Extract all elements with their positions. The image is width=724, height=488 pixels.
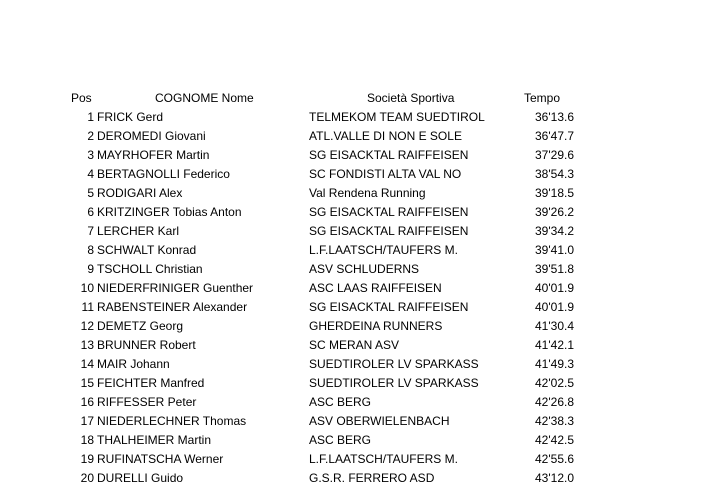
name-cell: RIFFESSER Peter [97,395,197,409]
table-row [0,355,724,374]
pos-cell: 17 [80,414,94,428]
time-cell: 42'26.8 [535,395,574,409]
pos-cell: 9 [87,262,94,276]
table-row [0,431,724,450]
name-cell: FEICHTER Manfred [97,376,205,390]
pos-cell: 2 [87,129,94,143]
time-cell: 41'30.4 [535,319,574,333]
time-cell: 38'54.3 [535,167,574,181]
pos-cell: 7 [87,224,94,238]
table-row [0,260,724,279]
results-table [0,88,724,488]
club-cell: SUEDTIROLER LV SPARKASS [309,357,479,371]
time-cell: 36'13.6 [535,110,574,124]
pos-cell: 18 [80,433,94,447]
table-row [0,184,724,203]
table-row [0,469,724,488]
club-cell: ASV OBERWIELENBACH [309,414,450,428]
pos-cell: 12 [80,319,94,333]
name-cell: NIEDERLECHNER Thomas [97,414,247,428]
table-row [0,108,724,127]
time-cell: 41'42.1 [535,338,574,352]
name-cell: DEROMEDI Giovani [97,129,206,143]
table-row [0,374,724,393]
pos-cell: 8 [87,243,94,257]
table-row [0,412,724,431]
time-cell: 37'29.6 [535,148,574,162]
name-cell: SCHWALT Konrad [97,243,197,257]
table-row [0,450,724,469]
club-cell: ASC BERG [309,395,372,409]
time-cell: 43'12.0 [535,471,574,485]
name-cell: TSCHOLL Christian [97,262,203,276]
club-cell: SG EISACKTAL RAIFFEISEN [309,148,469,162]
header-time: Tempo [524,91,561,105]
name-cell: RODIGARI Alex [97,186,183,200]
table-row [0,336,724,355]
time-cell: 39'51.8 [535,262,574,276]
club-cell: L.F.LAATSCH/TAUFERS M. [309,452,458,466]
name-cell: DURELLI Guido [97,471,184,485]
name-cell: RABENSTEINER Alexander [97,300,248,314]
club-cell: Val Rendena Running [309,186,426,200]
club-cell: SUEDTIROLER LV SPARKASS [309,376,479,390]
table-body [0,108,724,488]
header-pos: Pos [71,91,92,105]
club-cell: ATL.VALLE DI NON E SOLE [309,129,462,143]
name-cell: MAYRHOFER Martin [97,148,210,162]
pos-cell: 3 [87,148,94,162]
club-cell: SG EISACKTAL RAIFFEISEN [309,224,469,238]
club-cell: ASV SCHLUDERNS [309,262,420,276]
header-club: Società Sportiva [367,91,455,105]
name-cell: BRUNNER Robert [97,338,196,352]
club-cell: L.F.LAATSCH/TAUFERS M. [309,243,458,257]
pos-cell: 10 [80,281,94,295]
time-cell: 39'26.2 [535,205,574,219]
pos-cell: 13 [80,338,94,352]
header-name: COGNOME Nome [155,91,254,105]
pos-cell: 19 [80,452,94,466]
table-row [0,203,724,222]
pos-cell: 5 [87,186,94,200]
name-cell: BERTAGNOLLI Federico [97,167,230,181]
pos-cell: 14 [80,357,94,371]
club-cell: G.S.R. FERRERO ASD [309,471,435,485]
table-row [0,279,724,298]
pos-cell: 16 [80,395,94,409]
time-cell: 36'47.7 [535,129,574,143]
time-cell: 39'34.2 [535,224,574,238]
club-cell: SC FONDISTI ALTA VAL NO [309,167,462,181]
pos-cell: 1 [87,110,94,124]
pos-cell: 15 [80,376,94,390]
pos-cell: 11 [81,300,94,314]
pos-cell: 4 [87,167,94,181]
club-cell: ASC BERG [309,433,372,447]
name-cell: DEMETZ Georg [97,319,184,333]
header-row [0,88,724,108]
time-cell: 39'18.5 [535,186,574,200]
table-row [0,393,724,412]
name-cell: LERCHER Karl [97,224,180,238]
pos-cell: 6 [87,205,94,219]
table-row [0,146,724,165]
time-cell: 42'02.5 [535,376,574,390]
name-cell: THALHEIMER Martin [97,433,212,447]
time-cell: 40'01.9 [535,281,574,295]
name-cell: FRICK Gerd [97,110,164,124]
club-cell: SC MERAN ASV [309,338,400,352]
name-cell: RUFINATSCHA Werner [97,452,224,466]
time-cell: 42'38.3 [535,414,574,428]
name-cell: NIEDERFRINIGER Guenther [97,281,254,295]
club-cell: GHERDEINA RUNNERS [309,319,443,333]
club-cell: ASC LAAS RAIFFEISEN [309,281,442,295]
time-cell: 42'55.6 [535,452,574,466]
table-row [0,165,724,184]
name-cell: MAIR Johann [97,357,170,371]
table-row [0,241,724,260]
pos-cell: 20 [80,471,94,485]
club-cell: SG EISACKTAL RAIFFEISEN [309,300,469,314]
club-cell: SG EISACKTAL RAIFFEISEN [309,205,469,219]
time-cell: 42'42.5 [535,433,574,447]
club-cell: TELMEKOM TEAM SUEDTIROL [309,110,485,124]
table-row [0,317,724,336]
time-cell: 40'01.9 [535,300,574,314]
time-cell: 41'49.3 [535,357,574,371]
table-row [0,222,724,241]
name-cell: KRITZINGER Tobias Anton [97,205,242,219]
table-row [0,298,724,317]
table-row [0,127,724,146]
time-cell: 39'41.0 [535,243,574,257]
